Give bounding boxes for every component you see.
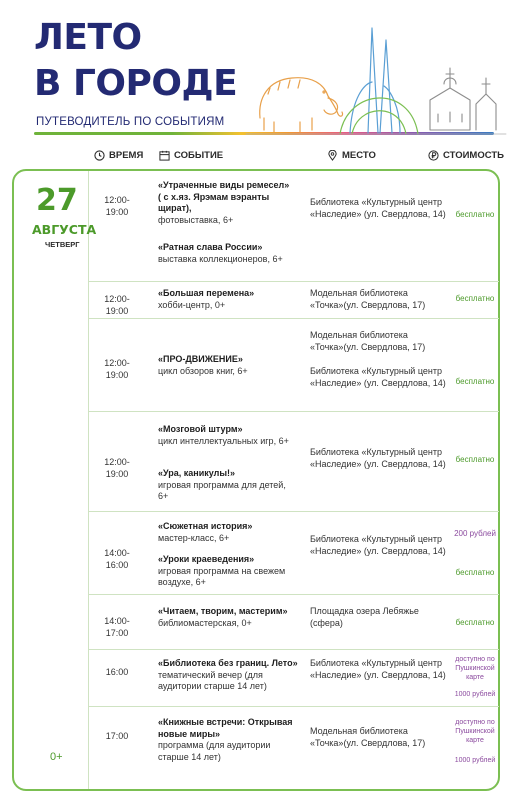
event-price: бесплатно bbox=[455, 455, 495, 464]
event-type: цикл интеллектуальных игр, 6+ bbox=[158, 435, 289, 446]
event-title: «Книжные встречи: Открывая новые миры» bbox=[158, 717, 293, 739]
date-month: АВГУСТА bbox=[32, 222, 97, 237]
event-title: «ПРО-ДВИЖЕНИЕ» bbox=[158, 354, 243, 364]
event-place: Библиотека «Культурный центр «Наследие» (ул. Свердлова, 14) bbox=[310, 447, 446, 469]
row-separator bbox=[89, 706, 499, 707]
event-time: 14:00-16:00 bbox=[104, 548, 130, 570]
mammoth-icon bbox=[260, 78, 343, 132]
event-place: Библиотека «Культурный центр «Наследие» (ул. Свердлова, 14) bbox=[310, 534, 446, 556]
event-type: программа (для аудитории старше 14 лет) bbox=[158, 740, 271, 762]
event-title: «Мозговой штурм» bbox=[158, 424, 243, 434]
event-price: 1000 рублей bbox=[454, 691, 496, 698]
row-separator bbox=[89, 281, 499, 282]
event-place: Модельная библиотека «Точка»(ул. Свердлова, 17) bbox=[310, 288, 426, 310]
event-description bbox=[158, 658, 298, 693]
column-header-price-label: СТОИМОСТЬ bbox=[443, 150, 504, 161]
event-description bbox=[158, 288, 298, 311]
date-day-number: 27 bbox=[36, 183, 78, 218]
event-time: 12:00-19:00 bbox=[104, 195, 130, 217]
row-separator bbox=[89, 649, 499, 650]
column-header-event-label: СОБЫТИЕ bbox=[174, 150, 224, 161]
event-time: 12:00-19:00 bbox=[104, 457, 130, 479]
title-line-1: ЛЕТО bbox=[34, 17, 142, 58]
event-place: Библиотека «Культурный центр «Наследие» (ул. Свердлова, 14) bbox=[310, 658, 446, 680]
row-separator bbox=[89, 511, 499, 512]
column-header-time-label: ВРЕМЯ bbox=[109, 150, 144, 161]
subtitle: ПУТЕВОДИТЕЛЬ ПО СОБЫТИЯМ bbox=[36, 116, 225, 128]
event-type: цикл обзоров книг, 6+ bbox=[158, 365, 248, 376]
event-type: мастер-класс, 6+ bbox=[158, 532, 230, 543]
event-title: «Ратная слава России» bbox=[158, 242, 263, 252]
event-description bbox=[158, 468, 298, 503]
event-price: бесплатно bbox=[455, 210, 495, 219]
title-line-2: В ГОРОДЕ bbox=[34, 63, 238, 104]
event-time: 17:00 bbox=[105, 731, 129, 741]
event-description bbox=[158, 606, 298, 629]
city-illustration bbox=[240, 18, 510, 138]
column-header-time bbox=[94, 150, 143, 161]
event-type: игровая программа на свежем воздухе, 6+ bbox=[158, 565, 286, 587]
row-separator bbox=[89, 411, 499, 412]
pushkin-card-note: доступно по Пушкинской карте bbox=[455, 656, 495, 681]
row-separator bbox=[89, 318, 499, 319]
calendar-icon bbox=[159, 150, 170, 161]
age-rating: 0+ bbox=[50, 751, 63, 763]
event-type: хобби-центр, 0+ bbox=[158, 299, 226, 310]
column-header-place-label: МЕСТО bbox=[342, 150, 376, 161]
event-title: «Читаем, творим, мастерим» bbox=[158, 606, 288, 616]
event-description bbox=[158, 354, 298, 377]
event-place: Библиотека «Культурный центр «Наследие» (ул. Свердлова, 14) bbox=[310, 197, 446, 219]
event-title: «Библиотека без границ. Лето» bbox=[158, 658, 298, 668]
event-type: игровая программа для детей, 6+ bbox=[158, 479, 286, 501]
event-title: «Уроки краеведения» bbox=[158, 554, 255, 564]
column-header-price bbox=[428, 150, 504, 161]
date-column-divider bbox=[88, 171, 89, 789]
event-title: «Большая перемена» bbox=[158, 288, 255, 298]
event-title: «Сюжетная история» bbox=[158, 521, 253, 531]
date-weekday: ЧЕТВЕРГ bbox=[45, 240, 80, 249]
event-description bbox=[158, 180, 298, 226]
church-icon bbox=[430, 68, 496, 130]
event-type: библиомастерская, 0+ bbox=[158, 617, 252, 628]
event-description bbox=[158, 554, 298, 589]
pushkin-card-note: доступно по Пушкинской карте bbox=[455, 719, 495, 744]
tower-icon bbox=[350, 28, 400, 133]
event-price: 200 рублей bbox=[454, 529, 496, 538]
row-separator bbox=[89, 594, 499, 595]
event-description bbox=[158, 424, 298, 447]
event-time: 16:00 bbox=[105, 667, 129, 677]
event-time: 12:00-19:00 bbox=[104, 358, 130, 380]
event-description bbox=[158, 242, 298, 265]
event-type: тематический вечер (для аудитории старше 14 лет) bbox=[158, 669, 267, 691]
event-title-sub: ( с х.яз. Ярэмам вэранты щират), bbox=[158, 191, 270, 213]
event-price: бесплатно bbox=[455, 568, 495, 577]
event-place: Модельная библиотека «Точка»(ул. Свердлова, 17) bbox=[310, 726, 426, 748]
event-price: бесплатно bbox=[455, 618, 495, 627]
location-pin-icon bbox=[327, 150, 338, 161]
event-price: бесплатно bbox=[455, 377, 495, 386]
column-header-place bbox=[327, 150, 376, 161]
event-description bbox=[158, 521, 298, 544]
event-title: «Утраченные виды ремесел» bbox=[158, 180, 290, 190]
event-place: Библиотека «Культурный центр «Наследие» (ул. Свердлова, 14) bbox=[310, 366, 446, 388]
event-place: Модельная библиотека «Точка»(ул. Свердлова, 17) bbox=[310, 330, 426, 352]
ruble-coin-icon bbox=[428, 150, 439, 161]
column-header-event bbox=[159, 150, 223, 161]
event-price: бесплатно bbox=[455, 294, 495, 303]
event-description bbox=[158, 717, 298, 763]
event-type: фотовыставка, 6+ bbox=[158, 214, 234, 225]
event-price: 1000 рублей bbox=[454, 757, 496, 764]
event-type: выставка коллекционеров, 6+ bbox=[158, 253, 283, 264]
event-title: «Ура, каникулы!» bbox=[158, 468, 236, 478]
event-place: Площадка озера Лебяжье (сфера) bbox=[310, 606, 419, 628]
event-time: 14:00-17:00 bbox=[104, 616, 130, 638]
clock-icon bbox=[94, 150, 105, 161]
event-time: 12:00-19:00 bbox=[104, 294, 130, 316]
